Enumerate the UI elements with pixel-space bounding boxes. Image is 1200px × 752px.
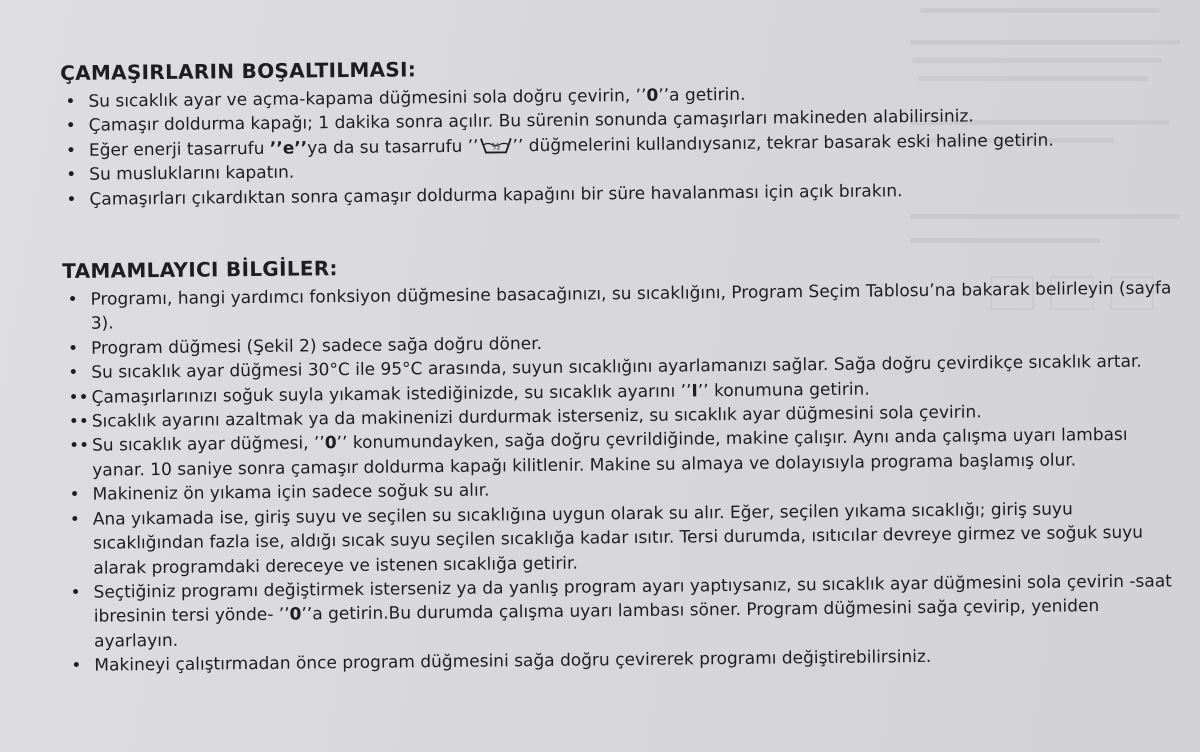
additional-info-list — [62, 276, 1176, 678]
bullet-icon: • — [66, 189, 77, 210]
bullet-icon: • — [69, 509, 80, 530]
bullet-icon: • — [67, 289, 78, 310]
list-item: • Çamaşırları çıkardıktan sonra çamaşır doldurma kapağını bir süre havalanması için açık bırakın. — [61, 176, 1171, 212]
bullet-icon: • — [70, 582, 81, 603]
list-item: • Su musluklarını kapatın. — [61, 152, 1171, 188]
unloading-list — [60, 78, 1171, 212]
bullet-icon: • — [68, 363, 79, 384]
double-bullet-icon: •• — [68, 411, 89, 432]
bullet-icon: • — [65, 116, 76, 137]
bullet-icon: • — [66, 165, 77, 186]
list-item: •• Su sıcaklık ayar düğmesi, ’’0’’ konumundayken, sağa doğru çevrildiğinde, makine çalışır. Aynı anda çalışma uyarı lambası yanar. 10 saniye sonra çamaşır doldurma kapağı kilitlenir. Makine su almaya ve dolayısıyla programa başlamış olur. — [68, 425, 1128, 481]
list-item: • Eğer enerji tasarrufu ’’e’’ya da su tasarrufu ’’ ½ ’’ düğmelerini kullandıysanız, tekrar basarak eski haline getirin. — [61, 127, 1171, 163]
list-item: • Makineyi çalıştırmadan önce program düğmesini sağa doğru çevirerek programı değiştirebilirsiniz. — [66, 642, 1176, 678]
double-bullet-icon: •• — [68, 387, 89, 408]
list-item: • Çamaşır doldurma kapağı; 1 dakika sonra açılır. Bu sürenin sonunda çamaşırları makineden alabilirsiniz. — [61, 103, 1171, 139]
bullet-icon: • — [71, 655, 82, 677]
bullet-icon: • — [67, 338, 79, 359]
list-item: •• Sıcaklık ayarını azaltmak ya da makinenizi durdurmak isterseniz, su sıcaklık ayar düğmesini sola çevirin. — [64, 398, 1174, 434]
double-bullet-icon: •• — [68, 436, 90, 457]
list-item: • Seçtiğiniz programı değiştirmek isterseniz ya da yanlış program ayarı yaptıysanız, su sıcaklık ayar düğmesini sola çevirin -saat ibresinin tersi yönde- ’’0’’a getirin.Bu durumda çalışma uyarı lambası söner. Program düğmesini sağa çevirip, yeniden ayarlayın. — [70, 571, 1172, 652]
list-item: •• Çamaşırlarınızı soğuk suyla yıkamak istediğinizde, su sıcaklık ayarını ’’I’’ konumuna getirin. — [63, 374, 1173, 410]
list-item: • Makineniz ön yıkama için sadece soğuk su alır. — [64, 472, 1174, 508]
list-item: • Programı, hangi yardımcı fonksiyon düğmesine basacağınızı, su sıcaklığını, Program Seçim Tablosu’na bakarak belirleyin (sayfa 3). — [67, 278, 1172, 335]
bullet-icon: • — [65, 91, 76, 112]
section-title-unloading: ÇAMAŞIRLARIN BOŞALTILMASI: — [60, 57, 417, 85]
list-item: • Ana yıkamada ise, giriş suyu ve seçilen su sıcaklığına uygun olarak su alır. Eğer, seçilen yıkama sıcaklığı; giriş suyu sıcaklığından fazla ise, aldığı sıcak suyu seçilen sıcaklığa kadar ısıtır. Tersi durumda, ısıtıcılar devreye girmez ve soğuk suyu alarak programdaki dereceye ve istenen sıcaklığa getirir. — [69, 499, 1144, 579]
list-item: • Program düğmesi (Şekil 2) sadece sağa doğru döner. — [63, 325, 1173, 361]
manual-content — [60, 46, 1176, 678]
half-water-tub-icon — [478, 136, 512, 154]
bullet-icon: • — [69, 485, 80, 506]
section-title-additional-info: TAMAMLAYICI BİLGİLER: — [62, 256, 338, 284]
list-item: • Su sıcaklık ayar ve açma-kapama düğmesini sola doğru çevirin, ’’0’’a getirin. — [60, 78, 1170, 114]
list-item: • Su sıcaklık ayar düğmesi 30°C ile 95°C arasında, suyun sıcaklığını ayarlamanızı sağlar. Sağa doğru çevirdikçe sıcaklık artar. — [63, 350, 1173, 386]
svg-text:½: ½ — [491, 142, 500, 153]
bullet-icon: • — [65, 140, 77, 161]
